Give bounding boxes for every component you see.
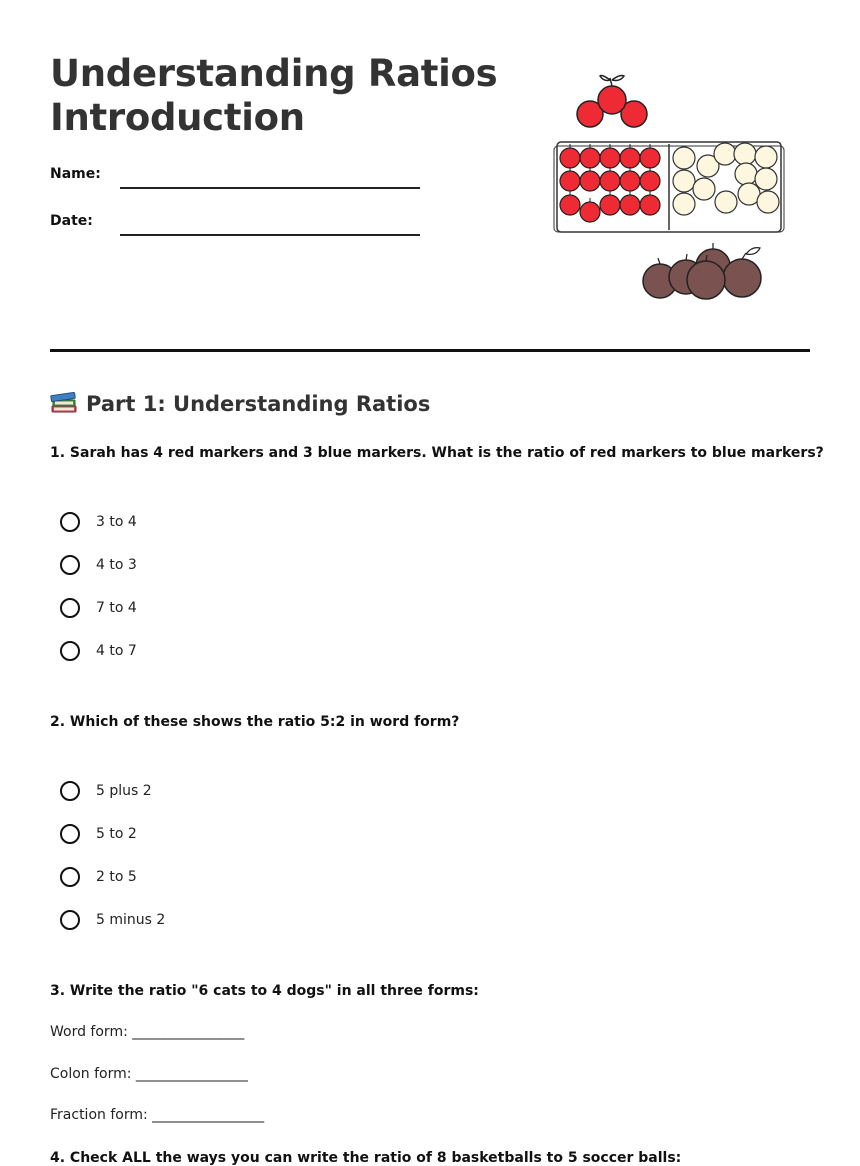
page-title-line-2: Introduction — [50, 96, 305, 139]
section-title-text: Part 1: Understanding Ratios — [86, 392, 431, 416]
question-3: 3. Write the ratio "6 cats to 4 dogs" in all three forms: — [50, 983, 479, 999]
question-1: 1. Sarah has 4 red markers and 3 blue markers. What is the ratio of red markers to blue markers? — [50, 445, 824, 461]
option-label: 4 to 7 — [96, 643, 137, 659]
option-label: 5 to 2 — [96, 826, 137, 842]
radio-button[interactable] — [60, 824, 80, 844]
option-label: 5 plus 2 — [96, 783, 152, 799]
option-label: 2 to 5 — [96, 869, 137, 885]
name-field[interactable] — [120, 187, 420, 189]
date-label: Date: — [50, 213, 93, 229]
option-q2-d[interactable] — [60, 907, 165, 933]
word-form-blank[interactable]: Word form: ________________ — [50, 1024, 245, 1040]
radio-button[interactable] — [60, 910, 80, 930]
colon-form-blank[interactable]: Colon form: ________________ — [50, 1066, 248, 1082]
radio-button[interactable] — [60, 512, 80, 532]
books-icon — [50, 389, 78, 415]
page-title — [50, 52, 497, 140]
question-2: 2. Which of these shows the ratio 5:2 in word form? — [50, 714, 460, 730]
option-q1-c[interactable] — [60, 595, 137, 621]
radio-button[interactable] — [60, 598, 80, 618]
date-field[interactable] — [120, 234, 420, 236]
radio-button[interactable] — [60, 781, 80, 801]
option-q1-a[interactable] — [60, 509, 137, 535]
option-q2-c[interactable] — [60, 864, 137, 890]
option-label: 4 to 3 — [96, 557, 137, 573]
option-label: 7 to 4 — [96, 600, 137, 616]
section-title-part-1 — [50, 388, 430, 420]
page-title-line-1: Understanding Ratios — [50, 52, 498, 95]
name-label: Name: — [50, 166, 101, 182]
option-label: 3 to 4 — [96, 514, 137, 530]
fraction-form-blank[interactable]: Fraction form: ________________ — [50, 1107, 265, 1123]
option-q2-a[interactable] — [60, 778, 152, 804]
option-q1-d[interactable] — [60, 638, 137, 664]
option-label: 5 minus 2 — [96, 912, 166, 928]
radio-button[interactable] — [60, 641, 80, 661]
radio-button[interactable] — [60, 867, 80, 887]
fruit-ratio-illustration-icon — [540, 66, 790, 306]
option-q2-b[interactable] — [60, 821, 137, 847]
header-divider — [50, 349, 810, 352]
question-4: 4. Check ALL the ways you can write the ratio of 8 basketballs to 5 soccer balls: — [50, 1150, 682, 1166]
radio-button[interactable] — [60, 555, 80, 575]
option-q1-b[interactable] — [60, 552, 137, 578]
